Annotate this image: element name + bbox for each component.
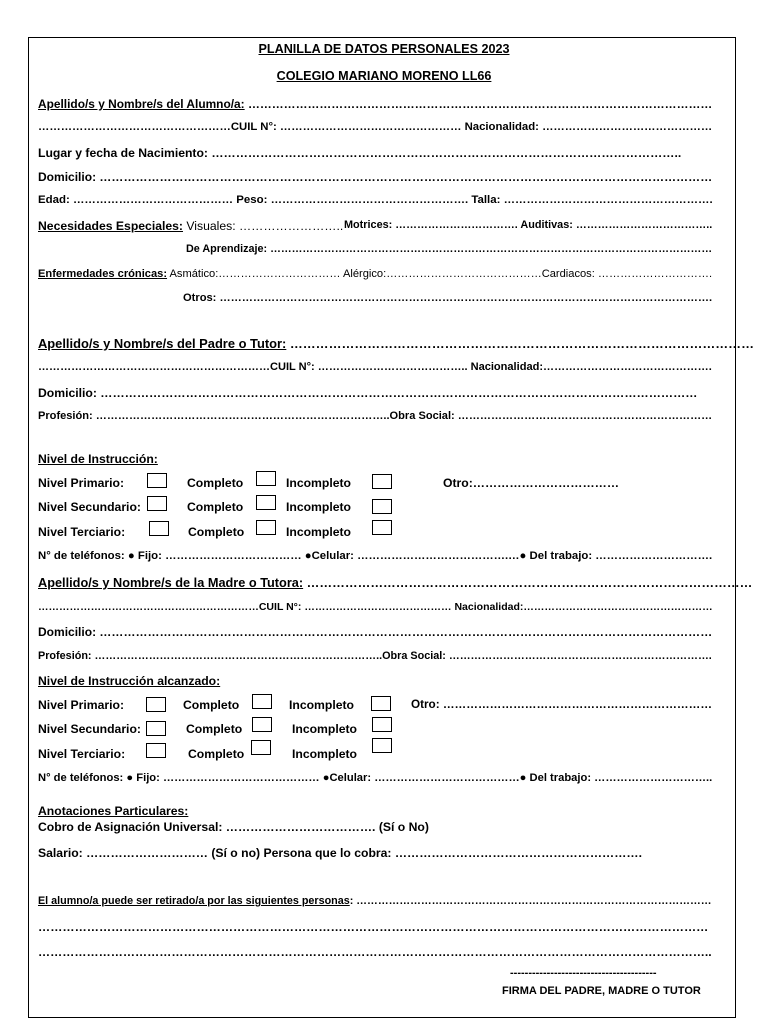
- chronic-other-field[interactable]: Otros: …………………………………………………………………………………………………………………….: [183, 292, 713, 304]
- student-name-field[interactable]: ………………………………………………………………………………………………………: [244, 97, 713, 111]
- pickup-field-3[interactable]: …………………………………………………………………………………………………………………………………………………..: [38, 945, 712, 959]
- needs-motor-field[interactable]: Motrices: ……………………………. Auditivas: ………………………………..: [344, 219, 713, 231]
- father-name-label: Apellido/s y Nombre/s del Padre o Tutor:: [38, 336, 287, 351]
- father-secondary-incomplete-label: Incompleto: [286, 500, 352, 514]
- student-name-row: [38, 97, 712, 111]
- father-secondary-checkbox[interactable]: [147, 496, 167, 511]
- mother-name-row: [38, 575, 752, 590]
- father-primary-incomplete-checkbox[interactable]: [372, 474, 392, 489]
- father-address-row[interactable]: Domicilio: …………………………………………………………………………………………………………………………………: [38, 386, 698, 400]
- father-name-field[interactable]: ………………………………………………………………………………………………: [286, 336, 754, 351]
- student-cuil-row[interactable]: ……………………………………………CUIL N°: ………………………………………… Nacionalidad: ………………………………………: [38, 121, 713, 133]
- student-birth-row[interactable]: Lugar y fecha de Nacimiento: ……………………………………………………………………………………………………..: [38, 146, 682, 160]
- father-tertiary-incomplete-label: Incompleto: [286, 525, 352, 539]
- father-primary-label: Nivel Primario:: [38, 476, 125, 490]
- school-name: COLEGIO MARIANO MORENO LL66: [276, 69, 492, 83]
- mother-primary-complete-checkbox[interactable]: [252, 694, 272, 709]
- special-needs-row: [38, 219, 343, 233]
- mother-address-row[interactable]: Domicilio: ………………………………………………………………………………………………………………………………………: [38, 625, 713, 639]
- father-primary-incomplete-label: Incompleto: [286, 476, 352, 490]
- mother-cuil-row[interactable]: ………………………………………………………CUIL N°: …………………………………… Nacionalidad:………………………………………………: [38, 601, 713, 613]
- chronic-field[interactable]: Asmático:…………………………… Alérgico:……………………………………Cardiacos: ………………………….: [167, 268, 713, 280]
- mother-primary-complete-label: Completo: [183, 698, 240, 712]
- mother-profession-row[interactable]: Profesión: ……………………………………………………………………..Obra Social: ……………………………………………………………….: [38, 650, 712, 662]
- father-phones-row[interactable]: N° de teléfonos: ● Fijo: ……………………………… ●Celular: ………………………………….…● Del trabajo: ………………………….: [38, 550, 713, 562]
- father-tertiary-incomplete-checkbox[interactable]: [372, 520, 392, 535]
- mother-primary-label: Nivel Primario:: [38, 698, 125, 712]
- form-title: PLANILLA DE DATOS PERSONALES 2023: [258, 42, 510, 56]
- father-secondary-complete-checkbox[interactable]: [256, 495, 276, 510]
- mother-primary-incomplete-checkbox[interactable]: [371, 696, 391, 711]
- salary-row[interactable]: Salario: ………………………… (Sí o no) Persona que lo cobra: …………………………………………………….: [38, 846, 642, 860]
- mother-primary-checkbox[interactable]: [146, 697, 166, 712]
- father-tertiary-label: Nivel Terciario:: [38, 525, 126, 539]
- father-tertiary-complete-checkbox[interactable]: [256, 520, 276, 535]
- signature-line[interactable]: ----------------------------------------: [510, 967, 657, 979]
- special-needs-label: Necesidades Especiales:: [38, 219, 183, 233]
- needs-learning-field[interactable]: De Aprendizaje: ……………………………………………………………………………………………………………: [186, 243, 713, 255]
- mother-secondary-checkbox[interactable]: [146, 721, 166, 736]
- mother-secondary-incomplete-label: Incompleto: [292, 722, 358, 736]
- mother-secondary-complete-checkbox[interactable]: [252, 717, 272, 732]
- father-profession-row[interactable]: Profesión: ……………………………………………………………………..Obra Social: ……………………………………………………………: [38, 410, 713, 422]
- mother-secondary-label: Nivel Secundario:: [38, 722, 141, 736]
- father-primary-complete-label: Completo: [187, 476, 244, 490]
- mother-tertiary-complete-label: Completo: [188, 747, 245, 761]
- father-other-field[interactable]: Otro:………………………………: [443, 476, 620, 490]
- notes-label: Anotaciones Particulares:: [38, 804, 189, 818]
- pickup-row: [38, 895, 712, 907]
- mother-tertiary-label: Nivel Terciario:: [38, 747, 126, 761]
- mother-secondary-incomplete-checkbox[interactable]: [372, 717, 392, 732]
- father-cuil-row[interactable]: ………………………………………………………CUIL N°: ………………………………….. Nacionalidad:……………………………………….: [38, 361, 712, 373]
- needs-visual-field[interactable]: Visuales: ……………………..: [182, 219, 344, 233]
- mother-tertiary-incomplete-label: Incompleto: [292, 747, 358, 761]
- mother-tertiary-incomplete-checkbox[interactable]: [372, 738, 392, 753]
- student-name-label: Apellido/s y Nombre/s del Alumno/a:: [38, 97, 245, 111]
- pickup-label: El alumno/a puede ser retirado/a por las siguientes personas: [38, 895, 350, 907]
- mother-name-label: Apellido/s y Nombre/s de la Madre o Tutora:: [38, 575, 304, 590]
- mother-tertiary-checkbox[interactable]: [146, 743, 166, 758]
- mother-instruction-label: Nivel de Instrucción alcanzado:: [38, 674, 221, 688]
- father-primary-checkbox[interactable]: [147, 473, 167, 488]
- mother-phones-row[interactable]: N° de teléfonos: ● Fijo: …………………………………… ●Celular: …………………………………● Del trabajo: …………………………..: [38, 772, 713, 784]
- allowance-row[interactable]: Cobro de Asignación Universal: ………………………………. (Sí o No): [38, 820, 429, 834]
- student-age-row[interactable]: Edad: …………………………………… Peso: ……………………………………………. Talla: ……………………………………………….: [38, 194, 713, 206]
- mother-secondary-complete-label: Completo: [186, 722, 243, 736]
- father-secondary-complete-label: Completo: [187, 500, 244, 514]
- mother-tertiary-complete-checkbox[interactable]: [251, 740, 271, 755]
- pickup-field-2[interactable]: …………………………………………………………………………………………………………………………………………………: [38, 920, 709, 934]
- mother-other-field[interactable]: Otro: ……………………………………………………………: [411, 698, 713, 711]
- student-address-row[interactable]: Domicilio: ………………………………………………………………………………………………………………………………………: [38, 170, 713, 184]
- father-tertiary-checkbox[interactable]: [149, 521, 169, 536]
- mother-primary-incomplete-label: Incompleto: [289, 698, 355, 712]
- father-secondary-label: Nivel Secundario:: [38, 500, 141, 514]
- signature-label: FIRMA DEL PADRE, MADRE O TUTOR: [502, 985, 701, 997]
- pickup-field-1[interactable]: : ………………………………………………………………………………………: [349, 895, 712, 907]
- chronic-row: [38, 268, 712, 280]
- father-primary-complete-checkbox[interactable]: [256, 471, 276, 486]
- father-tertiary-complete-label: Completo: [188, 525, 245, 539]
- chronic-label: Enfermedades crónicas:: [38, 268, 168, 280]
- mother-name-field[interactable]: ……………………………………………………………………………………………: [303, 575, 753, 590]
- father-secondary-incomplete-checkbox[interactable]: [372, 499, 392, 514]
- father-instruction-label: Nivel de Instrucción:: [38, 452, 158, 466]
- father-name-row: [38, 336, 754, 351]
